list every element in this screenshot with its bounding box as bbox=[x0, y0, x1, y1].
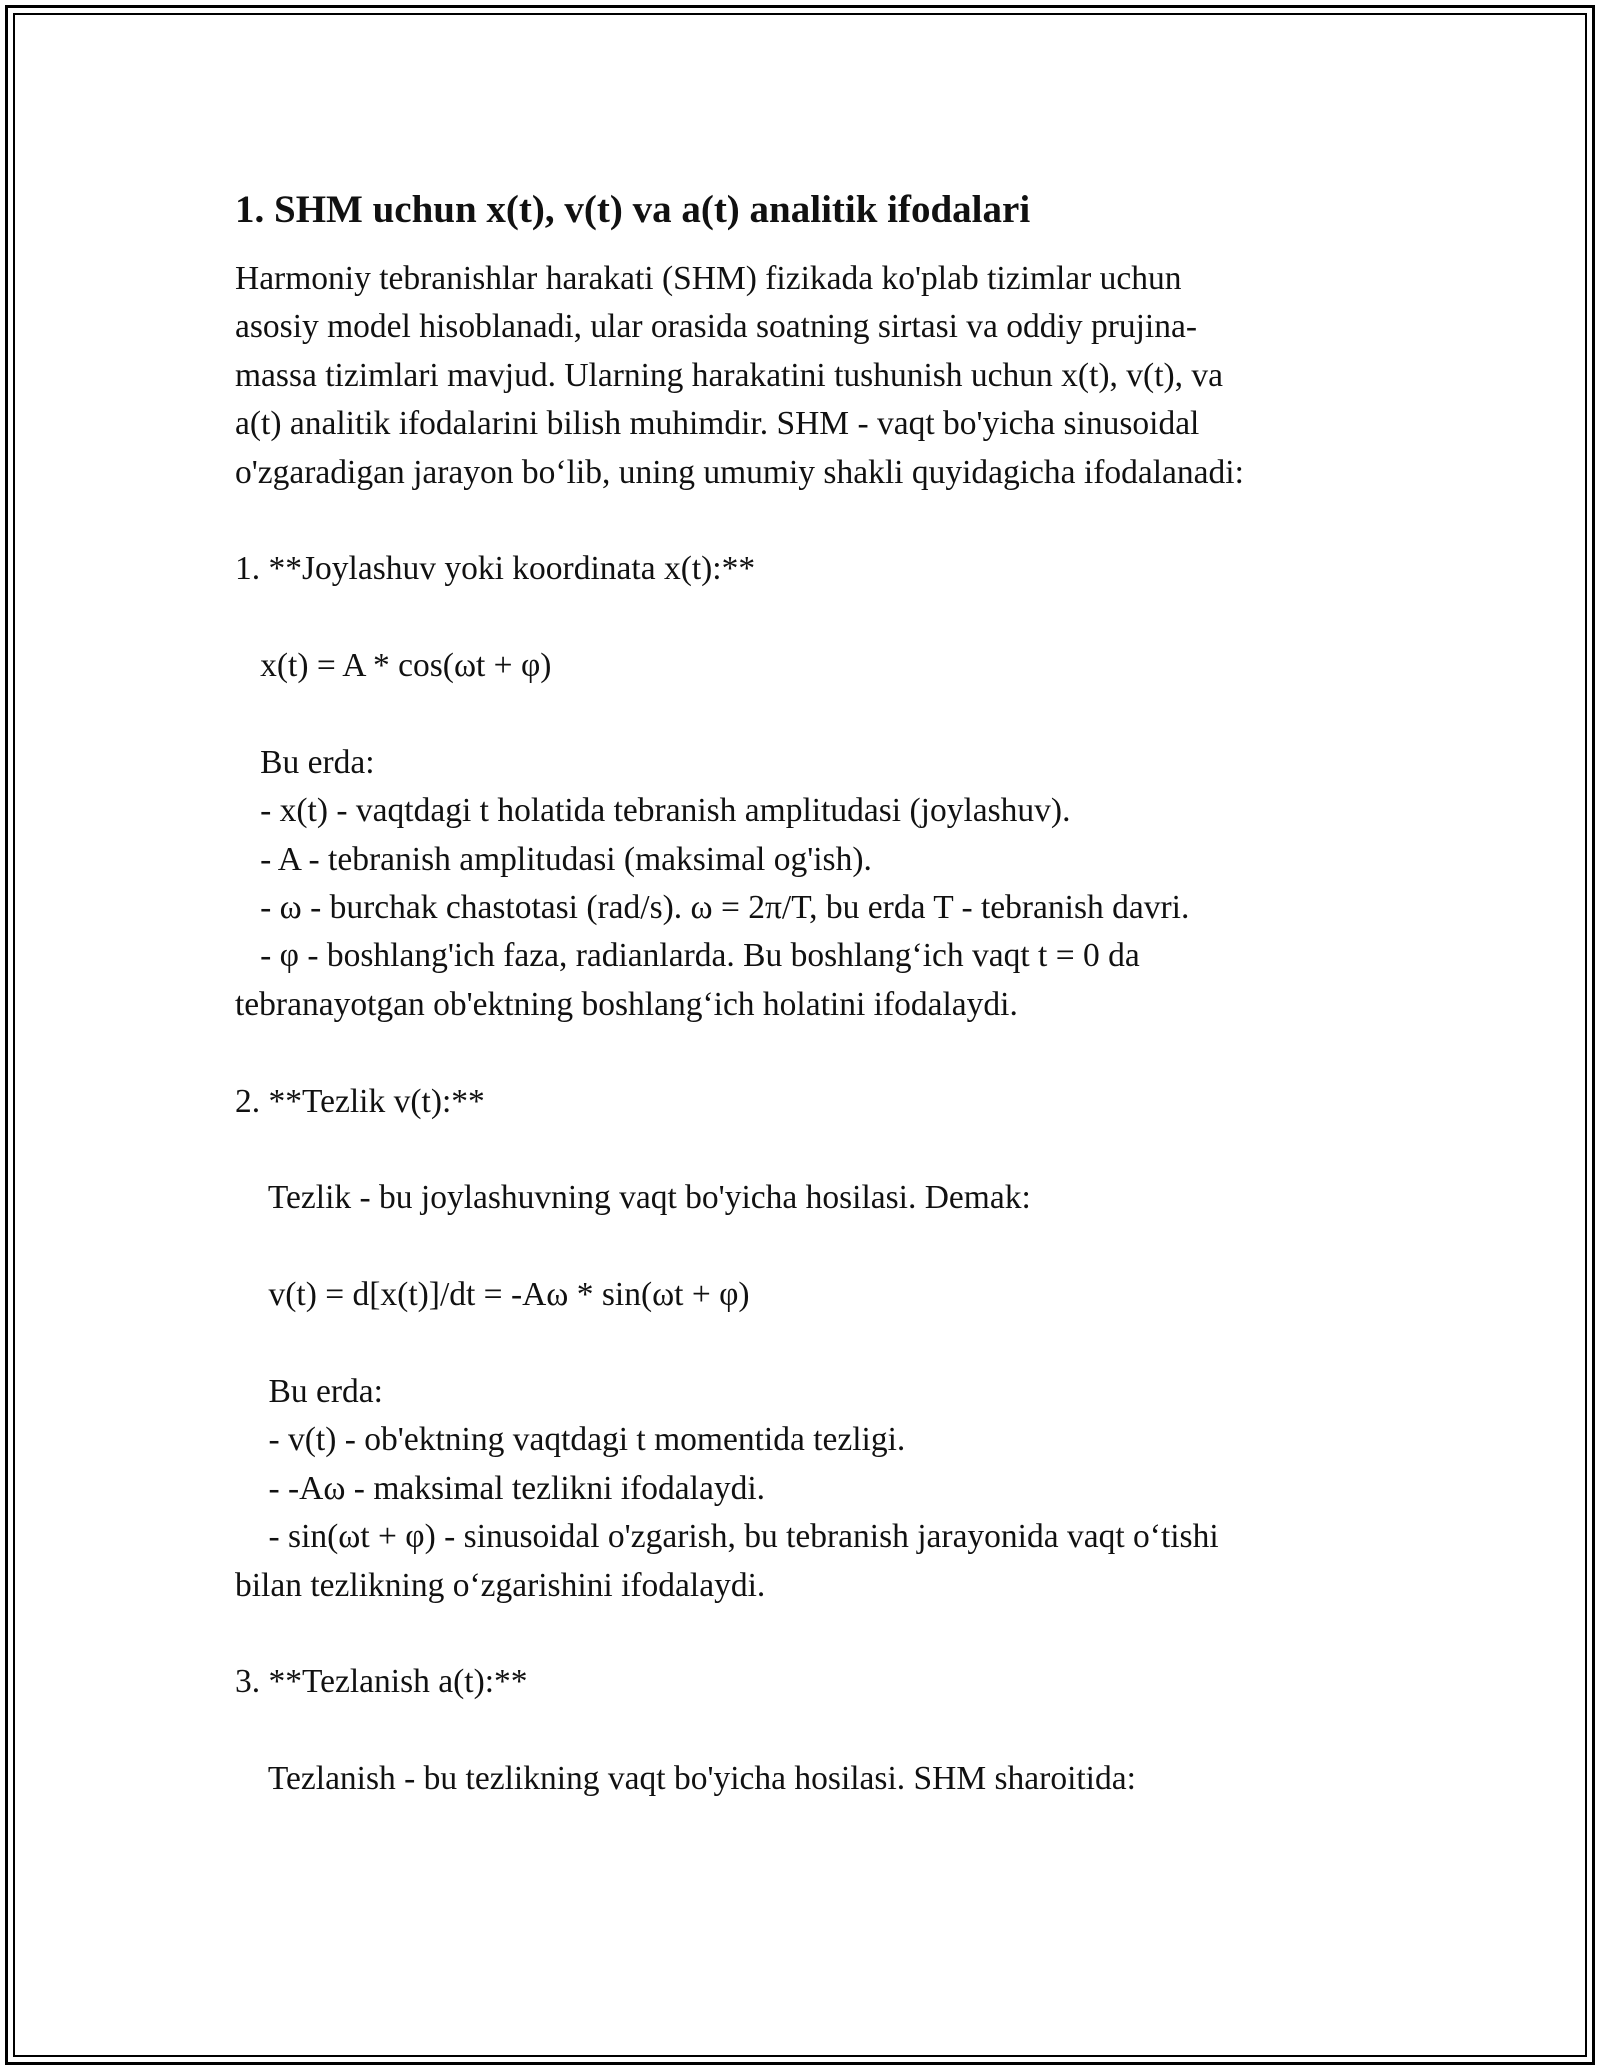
list-item-continuation: bilan tezlikning o‘zgarishini ifodalaydi. bbox=[235, 1566, 766, 1604]
section-title: 1. **Joylashuv yoki koordinata x(t):** bbox=[235, 550, 756, 588]
section-title: 3. **Tezlanish a(t):** bbox=[235, 1663, 528, 1701]
spacer bbox=[235, 497, 1365, 545]
section-heading: 1. SHM uchun x(t), v(t) va a(t) analitik ifodalari bbox=[235, 188, 1031, 231]
list-item: - x(t) - vaqtdagi t holatida tebranish amplitudasi (joylashuv). bbox=[235, 792, 1071, 830]
where-label: Bu erda: bbox=[235, 1372, 383, 1410]
velocity-description: Tezlik - bu joylashuvning vaqt bo'yicha hosilasi. Demak: bbox=[235, 1179, 1031, 1217]
document-body bbox=[235, 185, 1365, 1804]
where-label: Bu erda: bbox=[235, 743, 375, 781]
intro-line: Harmoniy tebranishlar harakati (SHM) fizikada ko'plab tizimlar uchun bbox=[235, 260, 1182, 297]
position-formula: x(t) = A * cos(ωt + φ) bbox=[235, 647, 552, 685]
intro-paragraph bbox=[235, 255, 1365, 497]
intro-line: asosiy model hisoblanadi, ular orasida soatning sirtasi va oddiy prujina- bbox=[235, 308, 1198, 346]
list-item-continuation: tebranayotgan ob'ektning boshlang‘ich holatini ifodalaydi. bbox=[235, 985, 1018, 1023]
list-item: - A - tebranish amplitudasi (maksimal og'ish). bbox=[235, 840, 872, 878]
spacer bbox=[235, 1029, 1365, 1077]
spacer bbox=[235, 1610, 1365, 1658]
section-acceleration bbox=[235, 1658, 1365, 1803]
intro-line: o'zgaradigan jarayon bo‘lib, uning umumiy shakli quyidagicha ifodalanadi: bbox=[235, 453, 1244, 491]
spacer bbox=[235, 1707, 1365, 1755]
intro-line: a(t) analitik ifodalarini bilish muhimdir. SHM - vaqt bo'yicha sinusoidal bbox=[235, 405, 1200, 443]
list-item: - φ - boshlang'ich faza, radianlarda. Bu boshlang‘ich vaqt t = 0 da bbox=[235, 937, 1140, 975]
list-item: - -Aω - maksimal tezlikni ifodalaydi. bbox=[235, 1469, 765, 1507]
spacer bbox=[235, 594, 1365, 642]
list-item: - v(t) - ob'ektning vaqtdagi t momentida tezligi. bbox=[235, 1421, 906, 1459]
spacer bbox=[235, 691, 1365, 739]
section-position bbox=[235, 545, 1365, 1029]
spacer bbox=[235, 1223, 1365, 1271]
section-title: 2. **Tezlik v(t):** bbox=[235, 1082, 485, 1120]
list-item: - sin(ωt + φ) - sinusoidal o'zgarish, bu tebranish jarayonida vaqt o‘tishi bbox=[235, 1518, 1219, 1556]
list-item: - ω - burchak chastotasi (rad/s). ω = 2π/T, bu erda T - tebranish davri. bbox=[235, 889, 1190, 927]
spacer bbox=[235, 1320, 1365, 1368]
spacer bbox=[235, 1126, 1365, 1174]
section-velocity bbox=[235, 1078, 1365, 1610]
velocity-formula: v(t) = d[x(t)]/dt = -Aω * sin(ωt + φ) bbox=[235, 1276, 750, 1314]
intro-line: massa tizimlari mavjud. Ularning harakatini tushunish uchun x(t), v(t), va bbox=[235, 356, 1224, 394]
acceleration-description: Tezlanish - bu tezlikning vaqt bo'yicha hosilasi. SHM sharoitida: bbox=[235, 1760, 1136, 1798]
